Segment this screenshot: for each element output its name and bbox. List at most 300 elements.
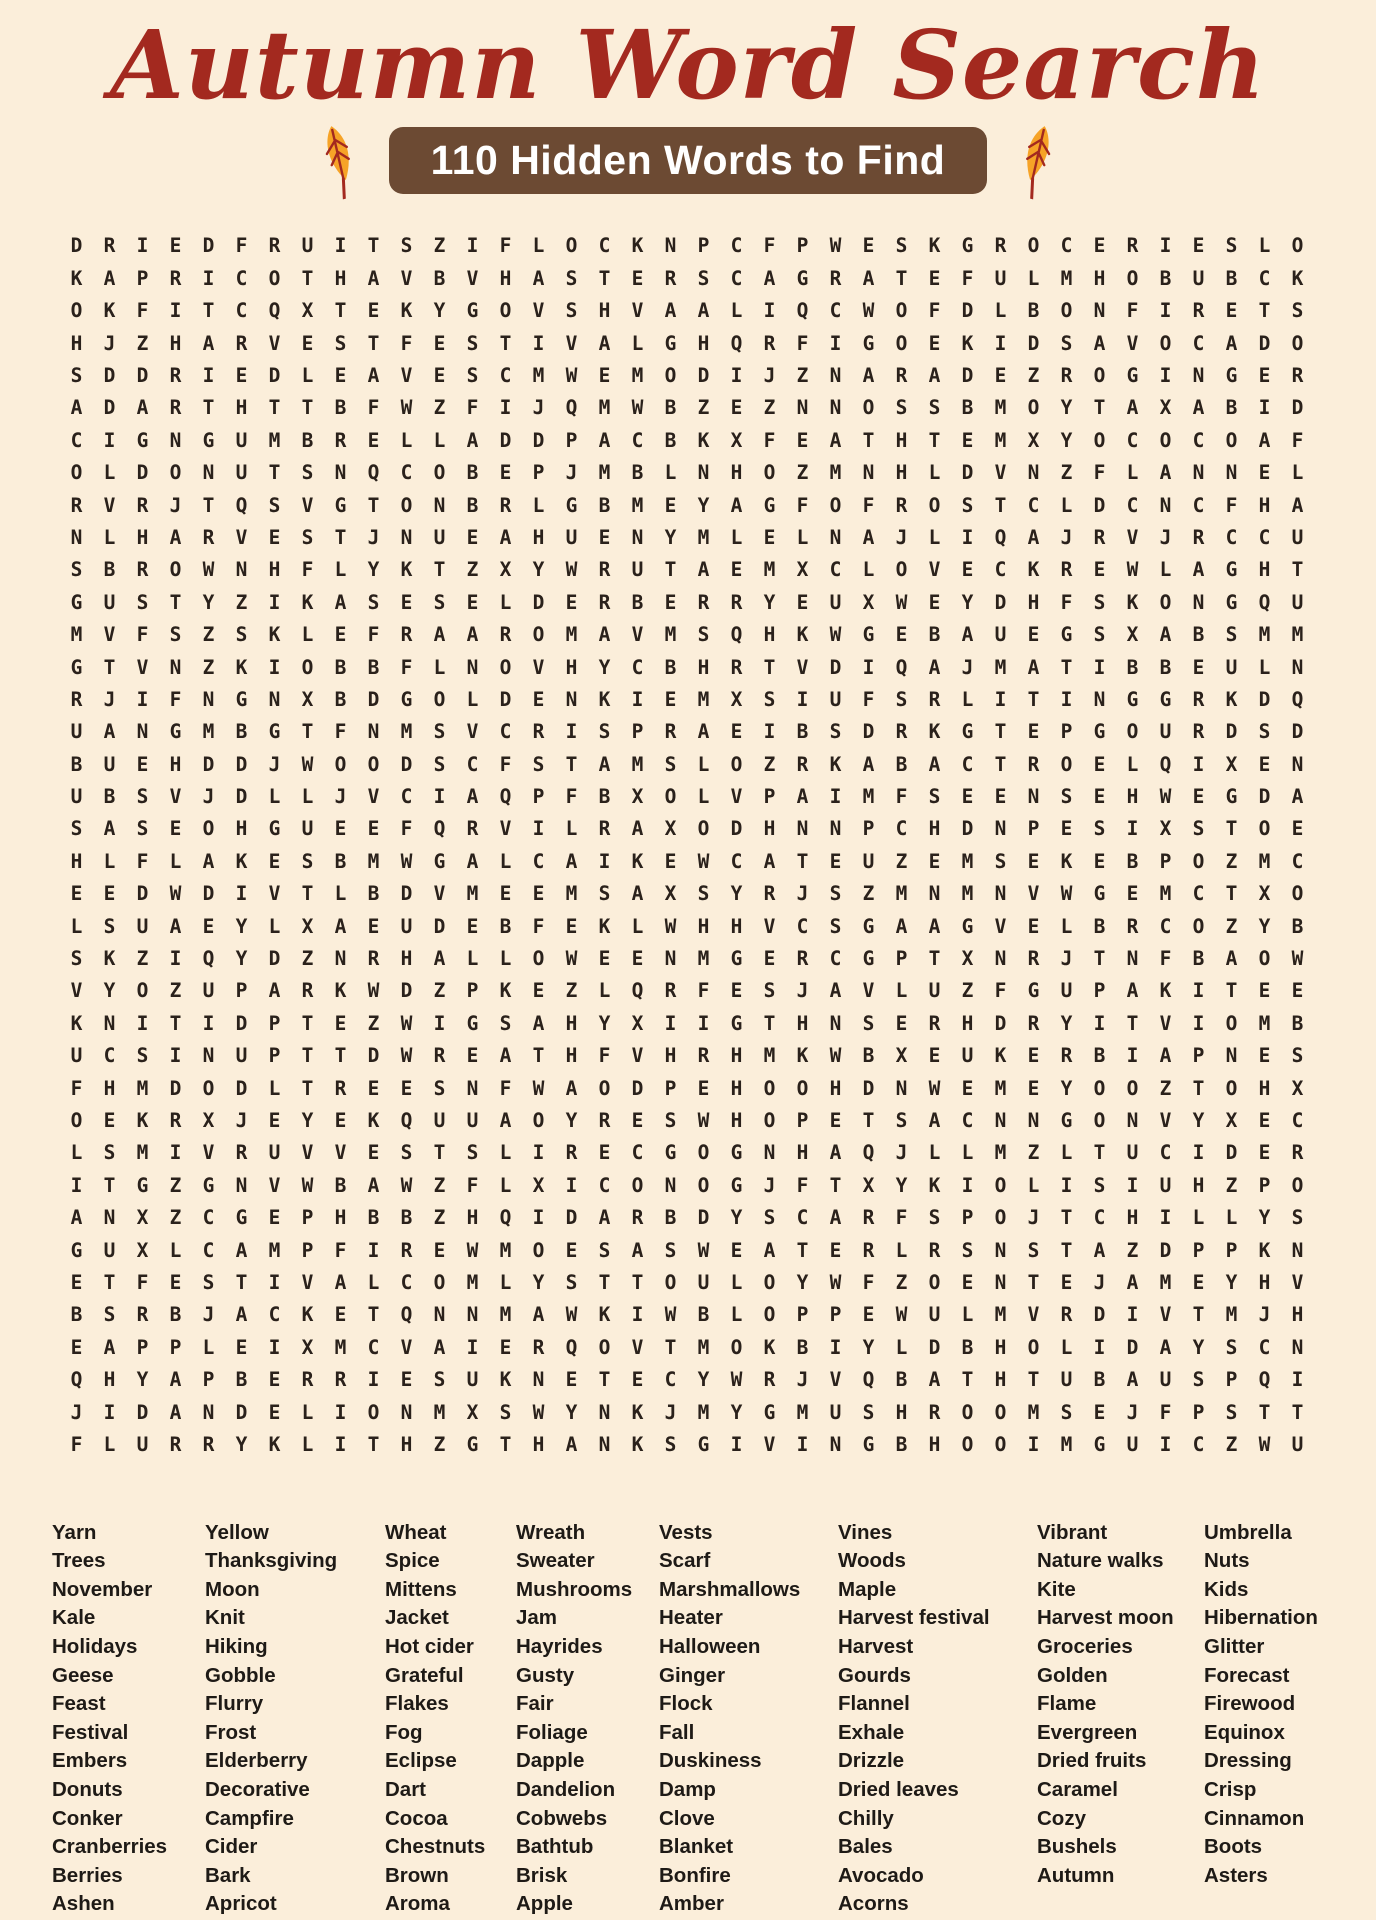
grid-letter[interactable]: C	[1258, 1335, 1271, 1359]
word-item[interactable]: Harvest festival	[838, 1606, 990, 1630]
grid-letter[interactable]: I	[268, 655, 281, 679]
grid-letter[interactable]: P	[268, 1044, 281, 1068]
grid-letter[interactable]: B	[961, 1335, 974, 1359]
grid-letter[interactable]: N	[1027, 1108, 1040, 1132]
grid-letter[interactable]: A	[763, 849, 776, 873]
grid-letter[interactable]: E	[829, 1108, 842, 1132]
grid-letter[interactable]: O	[862, 396, 875, 420]
grid-letter[interactable]: T	[994, 720, 1007, 744]
grid-letter[interactable]: W	[697, 1238, 710, 1262]
grid-letter[interactable]: Q	[499, 785, 512, 809]
grid-letter[interactable]: N	[1291, 752, 1304, 776]
grid-letter[interactable]: H	[499, 266, 512, 290]
grid-letter[interactable]: S	[301, 461, 314, 485]
grid-letter[interactable]: C	[1126, 428, 1139, 452]
word-item[interactable]: Bark	[205, 1863, 251, 1887]
grid-letter[interactable]: H	[466, 1206, 479, 1230]
grid-letter[interactable]: G	[1225, 558, 1238, 582]
grid-letter[interactable]: M	[994, 428, 1007, 452]
grid-letter[interactable]: J	[103, 687, 116, 711]
grid-letter[interactable]: X	[1159, 396, 1172, 420]
word-item[interactable]: Equinox	[1204, 1720, 1285, 1744]
grid-letter[interactable]: I	[136, 234, 149, 258]
grid-letter[interactable]: O	[961, 1432, 974, 1456]
grid-letter[interactable]: E	[664, 849, 677, 873]
grid-letter[interactable]: F	[400, 655, 413, 679]
grid-letter[interactable]: X	[1225, 752, 1238, 776]
grid-letter[interactable]: E	[1258, 461, 1271, 485]
grid-letter[interactable]: I	[1126, 1173, 1139, 1197]
grid-letter[interactable]: U	[1159, 720, 1172, 744]
grid-letter[interactable]: B	[334, 849, 347, 873]
grid-letter[interactable]: T	[664, 558, 677, 582]
grid-letter[interactable]: G	[862, 914, 875, 938]
grid-letter[interactable]: C	[1258, 266, 1271, 290]
grid-letter[interactable]: D	[862, 720, 875, 744]
grid-letter[interactable]: O	[994, 1432, 1007, 1456]
grid-letter[interactable]: N	[862, 461, 875, 485]
grid-letter[interactable]: O	[664, 785, 677, 809]
grid-letter[interactable]: I	[169, 299, 182, 323]
grid-letter[interactable]: E	[994, 785, 1007, 809]
grid-letter[interactable]: U	[103, 752, 116, 776]
grid-letter[interactable]: D	[697, 364, 710, 387]
grid-letter[interactable]: P	[466, 979, 479, 1003]
grid-letter[interactable]: S	[1060, 1400, 1073, 1424]
grid-letter[interactable]: P	[1027, 817, 1040, 841]
grid-letter[interactable]: E	[400, 1368, 413, 1392]
grid-letter[interactable]: T	[1027, 1368, 1040, 1392]
grid-letter[interactable]: E	[103, 882, 116, 906]
grid-letter[interactable]: P	[796, 234, 809, 258]
grid-letter[interactable]: X	[730, 687, 743, 711]
grid-letter[interactable]: E	[367, 817, 380, 841]
grid-letter[interactable]: G	[730, 1173, 743, 1197]
grid-letter[interactable]: K	[499, 979, 512, 1003]
word-item[interactable]: Feast	[52, 1692, 106, 1716]
grid-letter[interactable]: B	[1291, 1011, 1304, 1035]
grid-letter[interactable]: R	[301, 1368, 314, 1392]
grid-letter[interactable]: Z	[1225, 849, 1238, 873]
grid-letter[interactable]: E	[928, 849, 941, 873]
grid-letter[interactable]: T	[301, 720, 314, 744]
grid-letter[interactable]: N	[829, 364, 842, 387]
grid-letter[interactable]: V	[565, 331, 578, 355]
grid-letter[interactable]: G	[1126, 364, 1139, 387]
grid-letter[interactable]: N	[598, 1432, 611, 1456]
grid-letter[interactable]: B	[1225, 396, 1238, 420]
grid-letter[interactable]: A	[103, 266, 116, 290]
grid-letter[interactable]: D	[829, 655, 842, 679]
grid-letter[interactable]: D	[961, 461, 974, 485]
grid-letter[interactable]: S	[928, 396, 941, 420]
grid-letter[interactable]: U	[1159, 1173, 1172, 1197]
grid-letter[interactable]: J	[796, 882, 809, 906]
grid-letter[interactable]: D	[202, 234, 215, 258]
grid-letter[interactable]: Y	[433, 299, 446, 323]
grid-letter[interactable]: T	[829, 1173, 842, 1197]
grid-letter[interactable]: Y	[730, 1206, 743, 1230]
grid-letter[interactable]: X	[1159, 817, 1172, 841]
grid-letter[interactable]: X	[301, 1335, 314, 1359]
grid-letter[interactable]: F	[70, 1076, 83, 1100]
grid-letter[interactable]: M	[994, 1141, 1007, 1165]
grid-letter[interactable]: L	[400, 428, 413, 452]
grid-letter[interactable]: O	[169, 558, 182, 582]
grid-letter[interactable]: K	[928, 720, 941, 744]
grid-letter[interactable]: G	[400, 687, 413, 711]
grid-letter[interactable]: Q	[796, 299, 809, 323]
grid-letter[interactable]: S	[400, 234, 413, 258]
grid-letter[interactable]: L	[103, 461, 116, 485]
grid-letter[interactable]: V	[1159, 1108, 1172, 1132]
word-item[interactable]: Avocado	[838, 1863, 924, 1887]
grid-letter[interactable]: G	[1225, 590, 1238, 614]
word-item[interactable]: Damp	[659, 1777, 716, 1801]
grid-letter[interactable]: S	[697, 266, 710, 290]
grid-letter[interactable]: O	[763, 1108, 776, 1132]
grid-letter[interactable]: U	[829, 1400, 842, 1424]
grid-letter[interactable]: B	[796, 1335, 809, 1359]
grid-letter[interactable]: D	[994, 1011, 1007, 1035]
grid-letter[interactable]: D	[1159, 1238, 1172, 1262]
grid-letter[interactable]: E	[466, 1044, 479, 1068]
grid-letter[interactable]: V	[268, 1173, 281, 1197]
grid-letter[interactable]: N	[994, 1108, 1007, 1132]
grid-letter[interactable]: D	[1093, 493, 1106, 517]
grid-letter[interactable]: W	[1258, 1432, 1271, 1456]
grid-letter[interactable]: X	[664, 817, 677, 841]
grid-letter[interactable]: A	[631, 817, 644, 841]
grid-letter[interactable]: R	[730, 590, 743, 614]
grid-letter[interactable]: S	[994, 849, 1007, 873]
grid-letter[interactable]: E	[928, 331, 941, 355]
grid-letter[interactable]: E	[532, 979, 545, 1003]
grid-letter[interactable]: A	[532, 1303, 545, 1327]
grid-letter[interactable]: H	[1258, 493, 1271, 517]
grid-letter[interactable]: I	[334, 1432, 347, 1456]
grid-letter[interactable]: V	[532, 655, 545, 679]
grid-letter[interactable]: R	[895, 720, 908, 744]
grid-letter[interactable]: U	[1060, 1368, 1073, 1392]
grid-letter[interactable]: V	[1291, 1270, 1304, 1294]
grid-letter[interactable]: A	[598, 331, 611, 355]
grid-letter[interactable]: D	[1258, 785, 1271, 809]
grid-letter[interactable]: F	[136, 623, 149, 647]
grid-letter[interactable]: G	[466, 1432, 479, 1456]
grid-letter[interactable]: N	[1126, 947, 1139, 971]
grid-letter[interactable]: I	[829, 331, 842, 355]
grid-letter[interactable]: F	[796, 1173, 809, 1197]
grid-letter[interactable]: A	[466, 623, 479, 647]
grid-letter[interactable]: S	[1093, 817, 1106, 841]
grid-letter[interactable]: I	[763, 299, 776, 323]
grid-letter[interactable]: C	[1027, 493, 1040, 517]
word-item[interactable]: Amber	[659, 1892, 724, 1916]
grid-letter[interactable]: V	[1027, 1303, 1040, 1327]
grid-letter[interactable]: G	[1093, 882, 1106, 906]
grid-letter[interactable]: G	[1060, 623, 1073, 647]
grid-letter[interactable]: E	[70, 882, 83, 906]
grid-letter[interactable]: D	[400, 882, 413, 906]
grid-letter[interactable]: S	[763, 979, 776, 1003]
grid-letter[interactable]: U	[466, 1368, 479, 1392]
grid-letter[interactable]: U	[1225, 655, 1238, 679]
grid-letter[interactable]: Z	[763, 752, 776, 776]
grid-letter[interactable]: F	[466, 396, 479, 420]
grid-letter[interactable]: I	[136, 1011, 149, 1035]
grid-letter[interactable]: X	[532, 1173, 545, 1197]
word-item[interactable]: Vibrant	[1037, 1520, 1108, 1544]
grid-letter[interactable]: C	[400, 461, 413, 485]
grid-letter[interactable]: S	[895, 396, 908, 420]
grid-letter[interactable]: M	[565, 623, 578, 647]
grid-letter[interactable]: O	[1258, 817, 1271, 841]
grid-letter[interactable]: I	[697, 1011, 710, 1035]
grid-letter[interactable]: Q	[862, 1141, 875, 1165]
grid-letter[interactable]: H	[268, 558, 281, 582]
grid-letter[interactable]: Y	[565, 1400, 578, 1424]
grid-letter[interactable]: G	[1093, 1432, 1106, 1456]
grid-letter[interactable]: E	[1093, 1400, 1106, 1424]
grid-letter[interactable]: A	[598, 1206, 611, 1230]
grid-letter[interactable]: X	[301, 299, 314, 323]
grid-letter[interactable]: I	[1060, 687, 1073, 711]
grid-letter[interactable]: B	[1126, 655, 1139, 679]
grid-letter[interactable]: H	[994, 1335, 1007, 1359]
grid-letter[interactable]: E	[961, 785, 974, 809]
grid-letter[interactable]: S	[499, 1011, 512, 1035]
grid-letter[interactable]: A	[532, 266, 545, 290]
grid-letter[interactable]: W	[928, 1076, 941, 1100]
grid-letter[interactable]: O	[1192, 849, 1205, 873]
grid-letter[interactable]: N	[433, 493, 446, 517]
grid-letter[interactable]: S	[565, 1270, 578, 1294]
grid-letter[interactable]: J	[961, 655, 974, 679]
grid-letter[interactable]: E	[565, 1238, 578, 1262]
grid-letter[interactable]: G	[697, 1432, 710, 1456]
grid-letter[interactable]: R	[1027, 1011, 1040, 1035]
grid-letter[interactable]: Y	[730, 1400, 743, 1424]
grid-letter[interactable]: Q	[235, 493, 248, 517]
grid-letter[interactable]: O	[1291, 331, 1304, 355]
grid-letter[interactable]: F	[565, 785, 578, 809]
grid-letter[interactable]: I	[532, 331, 545, 355]
grid-letter[interactable]: N	[268, 687, 281, 711]
grid-letter[interactable]: N	[1225, 461, 1238, 485]
grid-letter[interactable]: R	[1192, 687, 1205, 711]
grid-letter[interactable]: P	[796, 1108, 809, 1132]
grid-letter[interactable]: G	[730, 947, 743, 971]
grid-letter[interactable]: L	[499, 947, 512, 971]
grid-letter[interactable]: W	[631, 396, 644, 420]
grid-letter[interactable]: A	[565, 1432, 578, 1456]
grid-letter[interactable]: L	[268, 914, 281, 938]
word-item[interactable]: Chestnuts	[385, 1835, 486, 1859]
grid-letter[interactable]: C	[1159, 914, 1172, 938]
grid-letter[interactable]: N	[334, 461, 347, 485]
grid-letter[interactable]: Z	[1159, 1076, 1172, 1100]
grid-letter[interactable]: C	[796, 1206, 809, 1230]
grid-letter[interactable]: E	[334, 1303, 347, 1327]
grid-letter[interactable]: H	[1291, 1303, 1304, 1327]
grid-letter[interactable]: R	[895, 493, 908, 517]
grid-letter[interactable]: W	[1060, 882, 1073, 906]
grid-letter[interactable]: Q	[70, 1368, 83, 1392]
grid-letter[interactable]: W	[1126, 558, 1139, 582]
grid-letter[interactable]: O	[136, 979, 149, 1003]
word-item[interactable]: Frost	[205, 1720, 257, 1744]
grid-letter[interactable]: W	[367, 979, 380, 1003]
grid-letter[interactable]: V	[400, 364, 413, 387]
grid-letter[interactable]: S	[532, 752, 545, 776]
grid-letter[interactable]: C	[202, 1238, 215, 1262]
grid-letter[interactable]: R	[1291, 364, 1304, 387]
grid-letter[interactable]: Z	[466, 558, 479, 582]
grid-letter[interactable]: E	[268, 525, 281, 549]
grid-letter[interactable]: Z	[202, 623, 215, 647]
word-item[interactable]: Exhale	[838, 1720, 905, 1744]
grid-letter[interactable]: E	[565, 914, 578, 938]
grid-letter[interactable]: L	[466, 947, 479, 971]
grid-letter[interactable]: F	[235, 234, 248, 258]
grid-letter[interactable]: E	[631, 947, 644, 971]
grid-letter[interactable]: R	[895, 364, 908, 387]
grid-letter[interactable]: S	[1225, 1335, 1238, 1359]
grid-letter[interactable]: E	[565, 590, 578, 614]
grid-letter[interactable]: T	[1258, 1400, 1271, 1424]
word-item[interactable]: Eclipse	[385, 1749, 457, 1773]
grid-letter[interactable]: K	[928, 1173, 941, 1197]
grid-letter[interactable]: F	[301, 558, 314, 582]
grid-letter[interactable]: L	[730, 525, 743, 549]
grid-letter[interactable]: I	[1258, 396, 1271, 420]
grid-letter[interactable]: Z	[697, 396, 710, 420]
grid-letter[interactable]: S	[1291, 1044, 1304, 1068]
grid-letter[interactable]: L	[268, 785, 281, 809]
grid-letter[interactable]: V	[631, 1335, 644, 1359]
grid-letter[interactable]: R	[334, 428, 347, 452]
grid-letter[interactable]: F	[796, 331, 809, 355]
grid-letter[interactable]: E	[367, 428, 380, 452]
word-item[interactable]: Thanksgiving	[205, 1549, 338, 1573]
grid-letter[interactable]: E	[829, 1238, 842, 1262]
word-item[interactable]: Acorns	[838, 1892, 909, 1916]
grid-letter[interactable]: I	[1192, 1141, 1205, 1165]
grid-letter[interactable]: O	[895, 558, 908, 582]
grid-letter[interactable]: A	[1192, 396, 1205, 420]
grid-letter[interactable]: L	[301, 1432, 314, 1456]
grid-letter[interactable]: E	[1258, 1141, 1271, 1165]
grid-letter[interactable]: J	[202, 785, 215, 809]
grid-letter[interactable]: J	[169, 493, 182, 517]
grid-letter[interactable]: M	[994, 396, 1007, 420]
grid-letter[interactable]: D	[565, 1206, 578, 1230]
grid-letter[interactable]: D	[1291, 720, 1304, 744]
grid-letter[interactable]: O	[895, 299, 908, 323]
word-item[interactable]: Jacket	[385, 1606, 449, 1630]
grid-letter[interactable]: M	[664, 623, 677, 647]
grid-letter[interactable]: Y	[301, 1108, 314, 1132]
grid-letter[interactable]: H	[70, 849, 83, 873]
grid-letter[interactable]: I	[268, 590, 281, 614]
grid-letter[interactable]: H	[994, 1368, 1007, 1392]
grid-letter[interactable]: E	[433, 331, 446, 355]
word-item[interactable]: Crisp	[1204, 1777, 1257, 1801]
grid-letter[interactable]: V	[268, 882, 281, 906]
grid-letter[interactable]: A	[1027, 655, 1040, 679]
grid-letter[interactable]: T	[202, 299, 215, 323]
grid-letter[interactable]: M	[136, 1141, 149, 1165]
grid-letter[interactable]: B	[895, 1432, 908, 1456]
grid-letter[interactable]: V	[631, 623, 644, 647]
grid-letter[interactable]: N	[994, 882, 1007, 906]
grid-letter[interactable]: A	[466, 849, 479, 873]
grid-letter[interactable]: O	[70, 1108, 83, 1132]
grid-letter[interactable]: N	[169, 428, 182, 452]
grid-letter[interactable]: E	[1093, 558, 1106, 582]
grid-letter[interactable]: W	[829, 1044, 842, 1068]
grid-letter[interactable]: S	[433, 1368, 446, 1392]
grid-letter[interactable]: I	[565, 720, 578, 744]
grid-letter[interactable]: Q	[565, 1335, 578, 1359]
grid-letter[interactable]: Y	[565, 1108, 578, 1132]
grid-letter[interactable]: B	[598, 785, 611, 809]
grid-letter[interactable]: F	[367, 396, 380, 420]
grid-letter[interactable]: O	[730, 1335, 743, 1359]
grid-letter[interactable]: E	[202, 914, 215, 938]
word-item[interactable]: Bathtub	[516, 1835, 594, 1859]
grid-letter[interactable]: P	[136, 1335, 149, 1359]
grid-letter[interactable]: B	[631, 461, 644, 485]
grid-letter[interactable]: H	[730, 914, 743, 938]
grid-letter[interactable]: O	[1159, 590, 1172, 614]
grid-letter[interactable]: X	[664, 882, 677, 906]
grid-letter[interactable]: F	[169, 687, 182, 711]
grid-letter[interactable]: S	[1291, 299, 1304, 323]
grid-letter[interactable]: L	[730, 299, 743, 323]
grid-letter[interactable]: R	[499, 493, 512, 517]
grid-letter[interactable]: A	[631, 1238, 644, 1262]
grid-letter[interactable]: L	[928, 461, 941, 485]
grid-letter[interactable]: I	[1159, 364, 1172, 387]
grid-letter[interactable]: L	[895, 979, 908, 1003]
grid-letter[interactable]: V	[334, 1141, 347, 1165]
grid-letter[interactable]: O	[202, 817, 215, 841]
grid-letter[interactable]: I	[829, 785, 842, 809]
grid-letter[interactable]: E	[598, 947, 611, 971]
grid-letter[interactable]: X	[961, 947, 974, 971]
grid-letter[interactable]: I	[631, 687, 644, 711]
grid-letter[interactable]: W	[697, 1108, 710, 1132]
grid-letter[interactable]: O	[1159, 428, 1172, 452]
grid-letter[interactable]: U	[433, 1108, 446, 1132]
grid-letter[interactable]: G	[466, 299, 479, 323]
grid-letter[interactable]: N	[829, 396, 842, 420]
grid-letter[interactable]: A	[862, 752, 875, 776]
grid-letter[interactable]: K	[136, 1108, 149, 1132]
grid-letter[interactable]: Y	[664, 525, 677, 549]
grid-letter[interactable]: V	[862, 979, 875, 1003]
word-item[interactable]: Yellow	[205, 1520, 269, 1544]
grid-letter[interactable]: H	[235, 817, 248, 841]
grid-letter[interactable]: E	[1060, 817, 1073, 841]
grid-letter[interactable]: T	[499, 1432, 512, 1456]
grid-letter[interactable]: V	[994, 914, 1007, 938]
grid-letter[interactable]: K	[796, 1044, 809, 1068]
grid-letter[interactable]: L	[664, 461, 677, 485]
grid-letter[interactable]: F	[763, 234, 776, 258]
